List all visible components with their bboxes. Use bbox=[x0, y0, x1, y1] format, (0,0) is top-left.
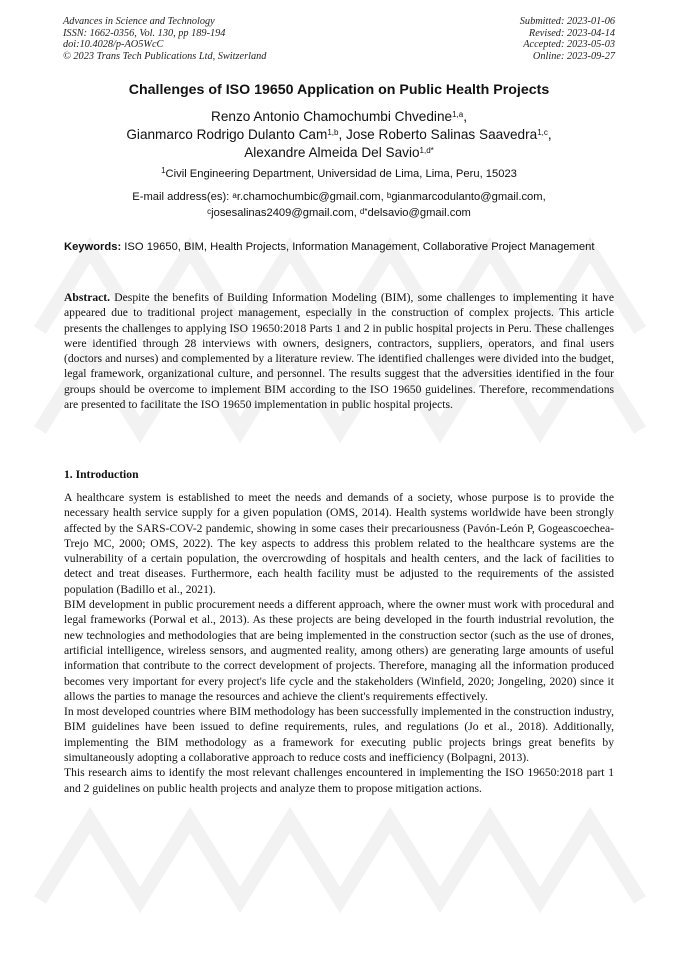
abstract-section bbox=[64, 290, 614, 412]
section-heading-introduction: 1. Introduction bbox=[64, 468, 139, 481]
author-name: Alexandre Almeida Del Savio bbox=[244, 145, 420, 160]
copyright-line: © 2023 Trans Tech Publications Ltd, Switzerland bbox=[63, 50, 267, 62]
abstract-label: Abstract. bbox=[64, 291, 111, 304]
revised-date: Revised: 2023-04-14 bbox=[528, 27, 615, 39]
author-superscript: 1,d* bbox=[419, 146, 434, 155]
author-name: Gianmarco Rodrigo Dulanto Cam bbox=[126, 127, 328, 142]
email-addresses: E-mail address(es): $^a$r.chamochumbic@gmail.com, $^b$gianmarcodulanto@gmail.com, $^c$josesalinas2409@gmail.com, $^{d*}$delsavio@gmail.com bbox=[132, 191, 546, 219]
affiliation: $^1$Civil Engineering Department, Universidad de Lima, Lima, Peru, 15023 bbox=[161, 166, 517, 180]
keywords-label: Keywords: bbox=[64, 241, 122, 253]
email-link[interactable]: gianmarcodulanto@gmail.com, bbox=[391, 191, 546, 203]
keywords-section bbox=[64, 240, 614, 255]
journal-name: Advances in Science and Technology bbox=[63, 16, 215, 27]
keywords-text: ISO 19650, BIM, Health Projects, Information Management, Collaborative Project Management bbox=[121, 241, 595, 253]
article-dates bbox=[520, 16, 615, 62]
email-link[interactable]: josesalinas2409@gmail.com, bbox=[211, 206, 360, 219]
paragraph: In most developed countries where BIM methodology has been successfully implemented in the construction industry, BIM guidelines have been issued to define requirements, rules, and regulations (Jo et al., 2018). Additionally, implementing the BIM methodology as a framework for executing public projects brings great benefits by simultaneously adopting a collaborative approach to reduce costs and inefficiency (Bolpagni, 2013). bbox=[64, 705, 614, 765]
submitted-date: Submitted: 2023-01-06 bbox=[519, 16, 615, 27]
author-superscript: 1,b bbox=[327, 128, 339, 137]
abstract-text: Despite the benefits of Building Information Modeling (BIM), some challenges to implementing it have appeared due to traditional project management, especially in the construction of complex projects. This article presents the challenges to applying ISO 19650:2018 Parts 1 and 2 in public hospital projects in Peru. These challenges were identified through 28 interviews with owners, designers, contractors, suppliers, operators, and final users (doctors and nurses) and complemented by a literature review. The identified challenges were divided into the budget, legal framework, organizational culture, and personnel. The results suggest that the adversities identified in the four groups should be overcome to implement BIM according to the ISO 19650 guidelines. Therefore, recommendations are presented to facilitate the ISO 19650 implementation in public hospital projects. bbox=[64, 291, 614, 412]
accepted-date: Accepted: 2023-05-03 bbox=[523, 39, 615, 51]
paragraph: This research aims to identify the most relevant challenges encountered in implementing the ISO 19650:2018 part 1 and 2 guidelines on public health projects and analyze them to propose mitigation actions. bbox=[64, 766, 614, 795]
author-name: Jose Roberto Salinas Saavedra bbox=[346, 127, 538, 142]
journal-info bbox=[63, 16, 266, 62]
paper-title: Challenges of ISO 19650 Application on Public Health Projects bbox=[128, 82, 550, 98]
author-name: Renzo Antonio Chamochumbi Chvedine bbox=[211, 109, 453, 124]
author-superscript: 1,c bbox=[537, 128, 548, 137]
article-doi: doi:10.4028/p-AO5WcC bbox=[63, 39, 164, 51]
author-superscript: 1,a bbox=[452, 110, 464, 119]
author-list: Renzo Antonio Chamochumbi Chvedine$^{1,a}$, Gianmarco Rodrigo Dulanto Cam$^{1,b}$, Jose Roberto Salinas Saavedra$^{1,c}$, Alexandre Almeida Del Savio$^{1,d*}$ bbox=[126, 109, 552, 160]
introduction-body bbox=[64, 490, 614, 796]
email-link[interactable]: delsavio@gmail.com bbox=[367, 206, 471, 219]
online-date: Online: 2023-09-27 bbox=[532, 50, 615, 62]
email-link[interactable]: r.chamochumbic@gmail.com, bbox=[236, 191, 387, 203]
paragraph: BIM development in public procurement needs a different approach, where the owner must work with procedural and legal frameworks (Porwal et al., 2013). As these projects are being developed in the fourth industrial revolution, the new technologies and methodologies that are being implemented in the construction sector (such as the use of drones, artificial intelligence, wireless sensors, and augmented reality, among others) are generating large amounts of useful information that contribute to the correct development of projects. Therefore, managing all the information produced becomes very important for every project's life cycle and the stakeholders (Winfield, 2020; Jongeling, 2020) since it allows the parties to manage the resources and achieve the client's requirements effectively. bbox=[64, 598, 614, 703]
paragraph: A healthcare system is established to meet the needs and demands of a society, whose purpose is to provide the necessary health service supply for a given population (OMS, 2014). Health systems worldwide have been strongly affected by the SARS-COV-2 pandemic, showing in some cases their precariousness (Pavón-León P, Gogeascoechea-Trejo MC, 2000; OMS, 2022). The key aspects to address this problem related to the healthcare systems are the vulnerability of a certain population, the overcrowding of hospitals and health centers, and the lack of facilities to detect and treat diseases. Furthermore, each health facility must be adjusted to the requirements of the assisted population (Badillo et al., 2021). bbox=[64, 491, 614, 596]
journal-issn: ISSN: 1662-0356, Vol. 130, pp 189-194 bbox=[63, 27, 226, 39]
